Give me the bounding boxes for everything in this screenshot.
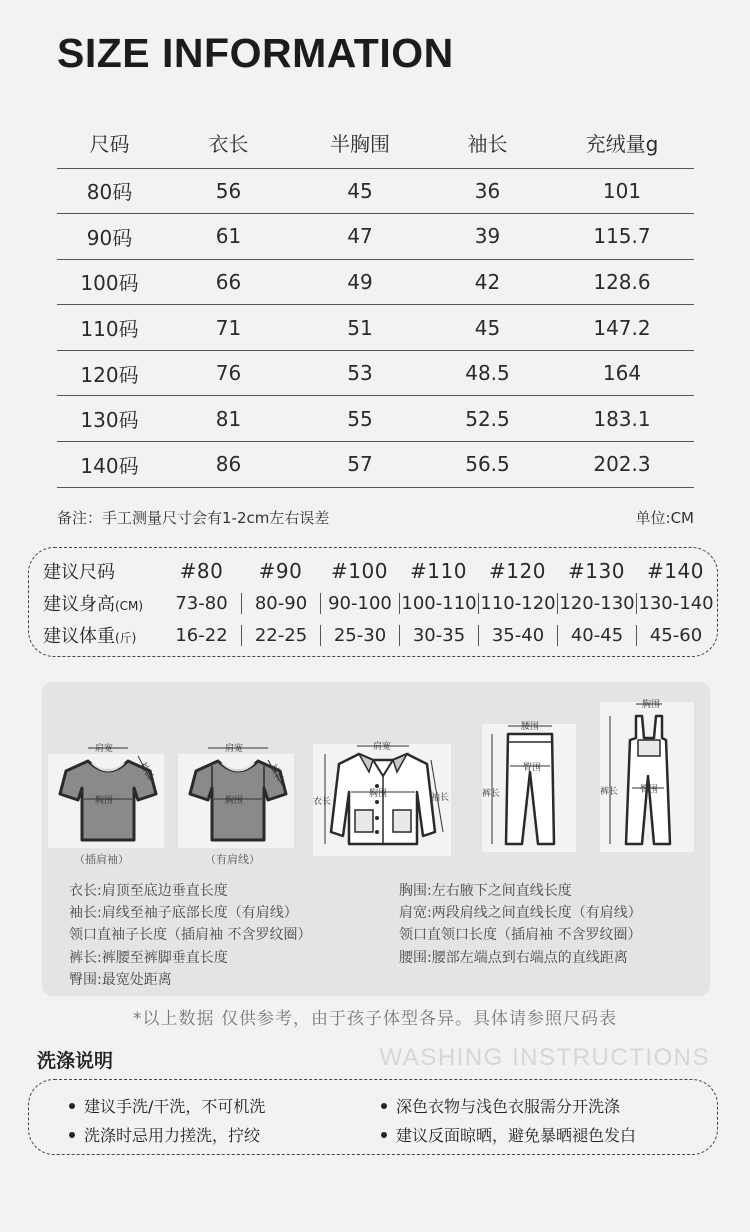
size-table	[57, 118, 694, 488]
table-row	[57, 442, 694, 488]
table-cell: 51	[295, 305, 425, 351]
header-length: 衣长	[162, 118, 295, 168]
table-cell: 49	[295, 259, 425, 305]
overalls-diagram	[600, 694, 696, 852]
recommend-weight-cell: 30-35	[399, 625, 478, 646]
pants-diagram	[482, 716, 578, 852]
definitions-right	[399, 880, 642, 969]
bullet-icon	[69, 1103, 75, 1109]
table-cell: 202.3	[550, 442, 694, 488]
waist-label: 腰围	[521, 722, 540, 732]
recommend-size-cell: #120	[489, 559, 546, 583]
table-row	[57, 396, 694, 442]
table-cell: 55	[295, 396, 425, 442]
definitions-left	[69, 880, 311, 991]
sleeve-label: 袖长	[137, 760, 155, 782]
recommend-weight-cell: 22-25	[241, 625, 320, 646]
recommend-height-cell: 80-90	[241, 593, 320, 614]
recommend-size-cell: #140	[647, 559, 704, 583]
table-cell: 45	[295, 168, 425, 214]
table-cell: 130码	[57, 396, 162, 442]
pants-length-label: 裤长	[482, 789, 501, 799]
recommend-height-cell: 110-120	[478, 593, 557, 614]
recommend-height-cell: 73-80	[175, 592, 228, 614]
recommend-weight-cell: 16-22	[175, 624, 228, 646]
wash-item: 洗涤时忌用力搓洗，拧绞	[69, 1123, 260, 1146]
table-cell: 56	[162, 168, 295, 214]
recommend-height-cell: 120-130	[557, 593, 636, 614]
table-cell: 80码	[57, 168, 162, 214]
table-cell: 110码	[57, 305, 162, 351]
recommend-weight-cell: 25-30	[320, 625, 399, 646]
chest-label: 胸围	[369, 789, 388, 799]
table-cell: 48.5	[425, 350, 550, 396]
table-cell: 147.2	[550, 305, 694, 351]
table-cell: 86	[162, 442, 295, 488]
definition-item: 衣长:肩顶至底边垂直长度	[69, 883, 228, 899]
page-title: SIZE INFORMATION	[57, 30, 454, 76]
definition-item: 腰围:腰部左端点到右端点的直线距离	[399, 949, 628, 966]
definition-item: 裤长:裤腰至裤脚垂直长度	[69, 949, 228, 966]
bullet-icon	[69, 1132, 75, 1138]
recommend-height-cell: 130-140	[636, 593, 715, 614]
table-cell: 42	[425, 259, 550, 305]
recommend-height-label: 建议身高(CM)	[43, 594, 144, 615]
table-cell: 45	[425, 305, 550, 351]
definition-item: 胸围:左右腋下之间直线长度	[399, 883, 572, 899]
header-down-fill: 充绒量g	[550, 118, 694, 168]
tshirt-shoulder-seam-diagram	[178, 736, 298, 851]
washing-watermark: WASHING INSTRUCTIONS	[379, 1044, 710, 1071]
chest-label: 胸围	[642, 700, 661, 710]
table-cell: 53	[295, 350, 425, 396]
shoulder-label: 肩宽	[225, 744, 244, 754]
recommend-size-cell: #130	[568, 559, 625, 583]
disclaimer-text: *以上数据 仅供参考，由于孩子体型各异。具体请参照尺码表	[133, 1009, 617, 1029]
table-cell: 140码	[57, 442, 162, 488]
tshirt-raglan-diagram	[48, 736, 168, 851]
washing-box	[28, 1079, 718, 1155]
recommend-size-cell: #100	[331, 559, 388, 583]
chest-label: 胸围	[95, 796, 114, 806]
wash-item: 深色衣物与浅色衣服需分开洗涤	[381, 1094, 620, 1117]
table-cell: 115.7	[550, 214, 694, 260]
bullet-icon	[381, 1132, 387, 1138]
wash-item: 建议手洗/干洗，不可机洗	[69, 1094, 265, 1117]
set-in-caption: （有肩线）	[205, 853, 260, 866]
recommend-size-cell: #80	[179, 559, 224, 583]
table-row	[57, 214, 694, 260]
table-cell: 100码	[57, 259, 162, 305]
recommend-weight-row	[29, 620, 717, 650]
definition-item: 肩宽:两段肩线之间直线长度（有肩线）	[399, 905, 642, 922]
recommend-weight-cell: 35-40	[478, 625, 557, 646]
table-row	[57, 168, 694, 214]
table-cell: 120码	[57, 350, 162, 396]
table-cell: 90码	[57, 214, 162, 260]
table-row	[57, 305, 694, 351]
recommend-height-cell: 100-110	[399, 593, 478, 614]
header-size: 尺码	[57, 118, 162, 168]
definition-item: 领口直领口长度（插肩袖 不含罗纹圈）	[399, 927, 642, 944]
length-label: 衣长	[313, 797, 332, 807]
table-row	[57, 259, 694, 305]
hip-label: 臀围	[640, 785, 659, 795]
recommend-weight-label: 建议体重(斤)	[43, 626, 137, 647]
hip-label: 臀围	[523, 763, 542, 773]
recommend-size-cell: #90	[258, 559, 303, 583]
recommend-size-label: 建议尺码	[43, 562, 115, 583]
definition-item: 领口直袖子长度（插肩袖 不含罗纹圈）	[69, 927, 312, 944]
unit-label: 单位:CM	[635, 509, 694, 527]
header-sleeve: 袖长	[425, 118, 550, 168]
table-cell: 47	[295, 214, 425, 260]
table-cell: 71	[162, 305, 295, 351]
table-cell: 57	[295, 442, 425, 488]
recommend-height-cell: 90-100	[320, 593, 399, 614]
table-cell: 36	[425, 168, 550, 214]
sleeve-label: 袖长	[431, 793, 450, 803]
bullet-icon	[381, 1103, 387, 1109]
definition-item: 臀围:最宽处距离	[69, 971, 172, 988]
recommend-size-row	[29, 556, 717, 586]
table-cell: 128.6	[550, 259, 694, 305]
recommend-weight-cell: 45-60	[636, 625, 715, 646]
table-cell: 52.5	[425, 396, 550, 442]
table-cell: 101	[550, 168, 694, 214]
table-cell: 66	[162, 259, 295, 305]
sleeve-label: 袖长	[267, 762, 285, 784]
table-cell: 164	[550, 350, 694, 396]
table-header-row	[57, 118, 694, 168]
definition-item: 袖长:肩线至袖子底部长度（有肩线）	[69, 905, 298, 922]
header-half-chest: 半胸围	[295, 118, 425, 168]
washing-title: 洗涤说明	[37, 1050, 114, 1072]
recommend-height-row	[29, 588, 717, 618]
raglan-caption: （插肩袖）	[74, 853, 129, 866]
recommendation-box	[28, 547, 718, 657]
chest-label: 胸围	[225, 796, 244, 806]
table-row	[57, 350, 694, 396]
recommend-weight-cell: 40-45	[557, 625, 636, 646]
shoulder-label: 肩宽	[373, 742, 392, 752]
table-cell: 76	[162, 350, 295, 396]
recommend-size-cell: #110	[410, 559, 467, 583]
pants-length-label: 裤长	[600, 787, 619, 797]
shoulder-label: 肩宽	[95, 744, 114, 754]
table-cell: 39	[425, 214, 550, 260]
table-cell: 81	[162, 396, 295, 442]
table-cell: 183.1	[550, 396, 694, 442]
wash-item: 建议反面晾晒，避免暴晒褪色发白	[381, 1123, 636, 1146]
measurement-note: 备注：手工测量尺寸会有1-2cm左右误差	[57, 509, 330, 527]
table-cell: 61	[162, 214, 295, 260]
jacket-diagram	[313, 732, 453, 856]
table-cell: 56.5	[425, 442, 550, 488]
